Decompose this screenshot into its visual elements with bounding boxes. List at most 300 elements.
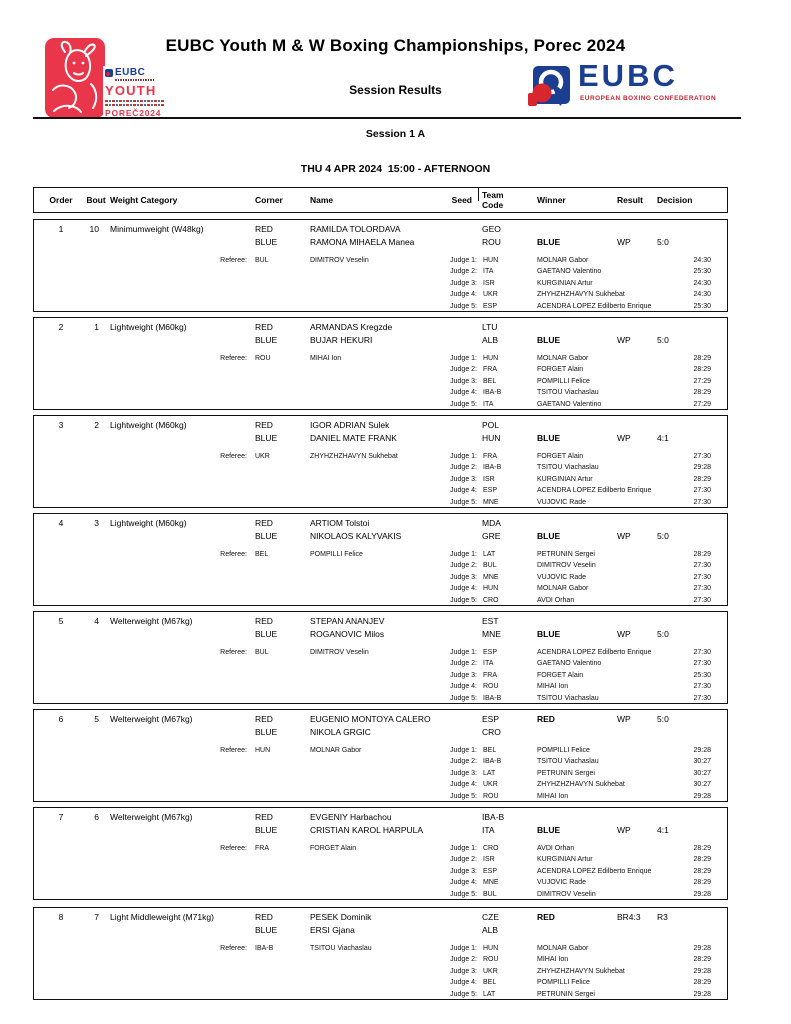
spacer bbox=[255, 791, 310, 802]
blue-decision-cell: 5:0 bbox=[657, 237, 669, 247]
referee-team-code: IBA-B bbox=[255, 945, 274, 952]
judge-score: 25:30 bbox=[693, 671, 711, 679]
red-corner-row bbox=[36, 419, 727, 432]
red-team-code: GEO bbox=[482, 224, 501, 234]
youth-logo-microtext-bar bbox=[115, 79, 155, 81]
judge-score: 28:29 bbox=[693, 475, 711, 483]
judge-label: Judge 1: bbox=[450, 453, 477, 460]
judge-name: MOLNAR Gabor bbox=[537, 257, 589, 264]
judge-score: 27:30 bbox=[693, 562, 711, 570]
judge-name: DIMITROV Veselin bbox=[537, 562, 596, 570]
judge-team-code: ISR bbox=[483, 279, 495, 287]
judge-score: 27:30 bbox=[693, 596, 711, 604]
spacer bbox=[255, 866, 310, 877]
judge-label: Judge 4: bbox=[450, 781, 477, 789]
blue-decision-cell: 4:1 bbox=[657, 825, 669, 835]
judge-name: ACENDRA LOPEZ Edilberto Enrique bbox=[537, 867, 652, 875]
judge-name: AVDI Orhan bbox=[537, 845, 575, 852]
officials-block bbox=[36, 843, 727, 900]
judge-name: POMPILLI Felice bbox=[537, 377, 590, 385]
judge-label: Judge 4: bbox=[450, 979, 477, 987]
spacer bbox=[36, 779, 247, 790]
referee-name: DIMITROV Veselin bbox=[310, 257, 369, 264]
judge-score: 27:29 bbox=[693, 377, 711, 385]
weight-category-cell: Welterweight (M67kg) bbox=[110, 714, 193, 724]
officials-row bbox=[36, 387, 727, 398]
spacer bbox=[110, 924, 255, 937]
spacer bbox=[255, 376, 310, 387]
blue-corner-label: BLUE bbox=[255, 629, 278, 639]
red-decision-cell bbox=[657, 517, 707, 530]
judge-score: 29:28 bbox=[693, 464, 711, 472]
judge-label: Judge 3: bbox=[450, 377, 477, 385]
judge-score: 28:29 bbox=[693, 979, 711, 987]
spacer bbox=[36, 768, 247, 779]
judge-score: 25:30 bbox=[693, 302, 711, 310]
blue-team-code: MNE bbox=[482, 629, 501, 639]
judge-label: Judge 3: bbox=[450, 867, 477, 875]
officials-row bbox=[36, 278, 727, 289]
red-boxer-name: RAMILDA TOLORDAVA bbox=[310, 224, 401, 234]
bout-card bbox=[33, 415, 728, 508]
col-result: Result bbox=[617, 195, 643, 205]
red-team-code: IBA-B bbox=[482, 812, 505, 822]
blue-boxer-name: BUJAR HEKURI bbox=[310, 335, 373, 345]
spacer bbox=[36, 989, 247, 1000]
judge-name: MIHAI Ion bbox=[537, 792, 569, 800]
spacer bbox=[36, 289, 247, 300]
referee-team-code: BEL bbox=[255, 551, 269, 558]
officials-row bbox=[36, 301, 727, 312]
judge-name: POMPILLI Felice bbox=[537, 979, 590, 987]
judge-label: Judge 1: bbox=[450, 355, 477, 362]
spacer bbox=[36, 658, 247, 669]
judge-name: VUJOVIC Rade bbox=[537, 498, 587, 506]
officials-row bbox=[36, 954, 727, 965]
officials-row bbox=[36, 889, 727, 900]
officials-row bbox=[36, 658, 727, 669]
judge-score: 28:29 bbox=[693, 355, 711, 362]
judge-name: KURGINIAN Artur bbox=[537, 279, 593, 287]
blue-team-code: ALB bbox=[482, 925, 499, 935]
judge-label: Judge 2: bbox=[450, 562, 477, 570]
spacer bbox=[110, 334, 255, 347]
spacer bbox=[36, 866, 247, 877]
red-corner-label: RED bbox=[255, 812, 273, 822]
judge-label: Judge 4: bbox=[450, 291, 477, 299]
officials-row bbox=[36, 266, 727, 277]
judge-team-code: CRO bbox=[483, 845, 499, 852]
judge-team-code: HUN bbox=[483, 257, 499, 264]
judge-name: PETRUNIN Sergei bbox=[537, 990, 595, 998]
weight-category-cell: Welterweight (M67kg) bbox=[110, 812, 193, 822]
judge-team-code: LAT bbox=[483, 990, 496, 998]
officials-block bbox=[36, 353, 727, 410]
judge-team-code: BUL bbox=[483, 890, 497, 898]
order-cell: 2 bbox=[58, 322, 64, 332]
blue-result-cell: WP bbox=[617, 237, 631, 247]
bout-card bbox=[33, 219, 728, 312]
bout-card bbox=[33, 513, 728, 606]
red-corner-label: RED bbox=[255, 518, 273, 528]
judge-score: 27:29 bbox=[693, 400, 711, 408]
referee-name: FORGET Alain bbox=[310, 845, 357, 852]
judge-label: Judge 5: bbox=[450, 596, 477, 604]
red-corner-row bbox=[36, 223, 727, 236]
spacer bbox=[255, 658, 310, 669]
judge-name: GAETANO Valentino bbox=[537, 660, 602, 668]
spacer bbox=[36, 877, 247, 888]
spacer bbox=[36, 824, 86, 837]
judge-name: MOLNAR Gabor bbox=[537, 945, 589, 952]
red-result-cell bbox=[617, 517, 657, 530]
spacer bbox=[110, 530, 255, 543]
red-boxer-name: EUGENIO MONTOYA CALERO bbox=[310, 714, 431, 724]
spacer bbox=[255, 693, 310, 704]
blue-team-code: CRO bbox=[482, 727, 501, 737]
referee-team-code: FRA bbox=[255, 845, 269, 852]
blue-winner-cell bbox=[537, 924, 617, 937]
spacer bbox=[255, 474, 310, 485]
spacer bbox=[255, 595, 310, 606]
judge-team-code: ITA bbox=[483, 660, 494, 668]
referee-team-code: ROU bbox=[255, 355, 271, 362]
officials-row bbox=[36, 647, 727, 658]
col-order: Order bbox=[49, 195, 73, 205]
col-decision: Decision bbox=[657, 195, 693, 205]
judge-label: Judge 5: bbox=[450, 990, 477, 998]
officials-row bbox=[36, 843, 727, 854]
spacer bbox=[255, 670, 310, 681]
referee-name: TSITOU Viachaslau bbox=[310, 945, 372, 952]
blue-result-cell: WP bbox=[617, 825, 631, 835]
judge-name: MIHAI Ion bbox=[537, 956, 569, 964]
officials-row bbox=[36, 364, 727, 375]
order-cell: 1 bbox=[58, 224, 64, 234]
blue-corner-label: BLUE bbox=[255, 925, 278, 935]
judge-team-code: ISR bbox=[483, 856, 495, 864]
spacer bbox=[36, 889, 247, 900]
spacer bbox=[86, 334, 106, 347]
red-result-cell: BR4:3 bbox=[617, 912, 641, 922]
judge-name: FORGET Alain bbox=[537, 671, 584, 679]
col-seed: Seed bbox=[451, 195, 472, 205]
officials-row bbox=[36, 966, 727, 977]
red-corner-row bbox=[36, 811, 727, 824]
spacer bbox=[36, 681, 247, 692]
officials-row bbox=[36, 877, 727, 888]
blue-winner-cell: BLUE bbox=[537, 237, 561, 247]
spacer bbox=[310, 560, 422, 571]
bout-number-cell: 10 bbox=[89, 224, 99, 234]
officials-row bbox=[36, 866, 727, 877]
spacer bbox=[86, 924, 106, 937]
red-decision-cell bbox=[657, 223, 707, 236]
officials-row bbox=[36, 462, 727, 473]
blue-corner-row bbox=[36, 628, 727, 641]
weight-category-cell: Minimumweight (W48kg) bbox=[110, 224, 204, 234]
referee-team-code: BUL bbox=[255, 257, 269, 264]
bout-card bbox=[33, 317, 728, 410]
spacer bbox=[310, 399, 422, 410]
spacer bbox=[310, 756, 422, 767]
red-team-code: LTU bbox=[482, 322, 498, 332]
judge-team-code: HUN bbox=[483, 585, 499, 593]
spacer bbox=[255, 681, 310, 692]
weight-category-cell: Welterweight (M67kg) bbox=[110, 616, 193, 626]
red-winner-cell bbox=[537, 811, 617, 824]
judge-score: 28:29 bbox=[693, 845, 711, 852]
blue-decision-cell bbox=[657, 924, 707, 937]
judge-team-code: ISR bbox=[483, 475, 495, 483]
youth-logo-microtext-line bbox=[105, 100, 165, 103]
judge-team-code: FRA bbox=[483, 366, 497, 374]
officials-row bbox=[36, 768, 727, 779]
spacer bbox=[310, 497, 422, 508]
red-result-cell bbox=[617, 223, 657, 236]
blue-decision-cell bbox=[657, 726, 707, 739]
col-name: Name bbox=[310, 195, 334, 205]
eubc-mini-glove-icon bbox=[105, 69, 113, 77]
order-cell: 4 bbox=[58, 518, 64, 528]
spacer bbox=[255, 954, 310, 965]
judge-score: 28:29 bbox=[693, 551, 711, 558]
spacer bbox=[36, 583, 247, 594]
judge-team-code: BUL bbox=[483, 562, 497, 570]
bout-card bbox=[33, 907, 728, 1000]
judge-team-code: ESP bbox=[483, 487, 498, 495]
blue-result-cell bbox=[617, 726, 657, 739]
judge-team-code: FRA bbox=[483, 453, 497, 460]
officials-row bbox=[36, 560, 727, 571]
red-boxer-name: ARTIOM Tolstoi bbox=[310, 518, 370, 528]
officials-row bbox=[36, 376, 727, 387]
referee-team-code: BUL bbox=[255, 649, 269, 656]
officials-row bbox=[36, 255, 727, 266]
officials-row bbox=[36, 289, 727, 300]
red-result-cell bbox=[617, 811, 657, 824]
col-bout: Bout bbox=[86, 195, 106, 205]
judge-score: 24:30 bbox=[693, 257, 711, 264]
spacer bbox=[36, 756, 247, 767]
judge-label: Judge 3: bbox=[450, 279, 477, 287]
officials-block bbox=[36, 943, 727, 1000]
officials-row bbox=[36, 977, 727, 988]
judge-label: Judge 2: bbox=[450, 464, 477, 472]
youth-logo-youth-text: YOUTH bbox=[105, 83, 157, 98]
judge-score: 29:28 bbox=[693, 990, 711, 998]
judge-label: Judge 1: bbox=[450, 845, 477, 852]
judge-team-code: CRO bbox=[483, 596, 499, 604]
red-corner-label: RED bbox=[255, 420, 273, 430]
bout-number-cell: 5 bbox=[94, 714, 99, 724]
blue-winner-cell: BLUE bbox=[537, 335, 561, 345]
eubc-logo-name: EUBC bbox=[578, 58, 678, 93]
seed-teamcode-divider bbox=[478, 188, 479, 201]
blue-corner-label: BLUE bbox=[255, 825, 278, 835]
judge-label: Judge 2: bbox=[450, 956, 477, 964]
blue-corner-row bbox=[36, 530, 727, 543]
order-cell: 6 bbox=[58, 714, 64, 724]
blue-team-code: HUN bbox=[482, 433, 501, 443]
judge-score: 27:30 bbox=[693, 694, 711, 702]
judge-name: ACENDRA LOPEZ Edilberto Enrique bbox=[537, 487, 652, 495]
spacer bbox=[310, 954, 422, 965]
red-corner-row bbox=[36, 713, 727, 726]
spacer bbox=[36, 595, 247, 606]
judge-name: VUJOVIC Rade bbox=[537, 573, 587, 581]
red-winner-cell bbox=[537, 419, 617, 432]
officials-row bbox=[36, 745, 727, 756]
referee-label: Referee: bbox=[220, 551, 247, 558]
judge-name: KURGINIAN Artur bbox=[537, 475, 593, 483]
red-winner-cell: RED bbox=[537, 714, 555, 724]
officials-row bbox=[36, 779, 727, 790]
referee-name: POMPILLI Felice bbox=[310, 551, 363, 558]
eubc-logo-subtitle: EUROPEAN BOXING CONFEDERATION bbox=[580, 95, 717, 102]
judge-score: 27:30 bbox=[693, 585, 711, 593]
officials-row bbox=[36, 854, 727, 865]
bout-card bbox=[33, 807, 728, 900]
judge-score: 30:27 bbox=[693, 781, 711, 789]
judge-team-code: IBA-B bbox=[483, 758, 502, 766]
judge-label: Judge 4: bbox=[450, 585, 477, 593]
spacer bbox=[310, 364, 422, 375]
judge-label: Judge 5: bbox=[450, 792, 477, 800]
officials-row bbox=[36, 485, 727, 496]
spacer bbox=[255, 462, 310, 473]
spacer bbox=[310, 301, 422, 312]
spacer bbox=[310, 877, 422, 888]
judge-team-code: ITA bbox=[483, 268, 494, 276]
order-cell: 3 bbox=[58, 420, 64, 430]
spacer bbox=[255, 572, 310, 583]
judge-name: TSITOU Viachaslau bbox=[537, 758, 599, 766]
spacer bbox=[36, 462, 247, 473]
spacer bbox=[36, 497, 247, 508]
referee-team-code: HUN bbox=[255, 747, 271, 754]
judge-team-code: ROU bbox=[483, 792, 499, 800]
judge-score: 25:30 bbox=[693, 268, 711, 276]
red-corner-row bbox=[36, 911, 727, 924]
spacer bbox=[310, 768, 422, 779]
judge-label: Judge 5: bbox=[450, 890, 477, 898]
judge-team-code: MNE bbox=[483, 879, 499, 887]
bout-number-cell: 6 bbox=[94, 812, 99, 822]
judge-score: 28:29 bbox=[693, 867, 711, 875]
red-decision-cell bbox=[657, 615, 707, 628]
spacer bbox=[36, 432, 86, 445]
spacer bbox=[36, 387, 247, 398]
spacer bbox=[255, 485, 310, 496]
red-team-code: CZE bbox=[482, 912, 499, 922]
blue-boxer-name: NIKOLAOS KALYVAKIS bbox=[310, 531, 402, 541]
judge-label: Judge 2: bbox=[450, 660, 477, 668]
judge-label: Judge 3: bbox=[450, 475, 477, 483]
red-corner-row bbox=[36, 321, 727, 334]
judge-label: Judge 2: bbox=[450, 366, 477, 374]
judge-team-code: ROU bbox=[483, 683, 499, 691]
red-team-code: ESP bbox=[482, 714, 500, 724]
officials-row bbox=[36, 670, 727, 681]
judge-team-code: IBA-B bbox=[483, 464, 502, 472]
spacer bbox=[310, 966, 422, 977]
judge-name: KURGINIAN Artur bbox=[537, 856, 593, 864]
spacer bbox=[110, 726, 255, 739]
judge-label: Judge 2: bbox=[450, 268, 477, 276]
spacer bbox=[255, 768, 310, 779]
red-corner-row bbox=[36, 615, 727, 628]
blue-corner-label: BLUE bbox=[255, 433, 278, 443]
spacer bbox=[36, 236, 86, 249]
blue-boxer-name: DANIEL MATE FRANK bbox=[310, 433, 397, 443]
youth-logo-porec-text: POREČ2024 bbox=[105, 107, 162, 118]
judge-score: 29:28 bbox=[693, 945, 711, 952]
judge-label: Judge 5: bbox=[450, 302, 477, 310]
order-cell: 7 bbox=[58, 812, 64, 822]
judge-label: Judge 2: bbox=[450, 758, 477, 766]
spacer bbox=[310, 779, 422, 790]
judge-team-code: ESP bbox=[483, 649, 498, 656]
spacer bbox=[36, 278, 247, 289]
red-decision-cell bbox=[657, 321, 707, 334]
blue-corner-row bbox=[36, 334, 727, 347]
blue-corner-label: BLUE bbox=[255, 531, 278, 541]
judge-team-code: IBA-B bbox=[483, 389, 502, 397]
judge-team-code: HUN bbox=[483, 355, 499, 362]
red-corner-label: RED bbox=[255, 224, 273, 234]
spacer bbox=[86, 628, 106, 641]
bout-number-cell: 1 bbox=[94, 322, 99, 332]
spacer bbox=[36, 693, 247, 704]
spacer bbox=[36, 977, 247, 988]
spacer bbox=[36, 334, 86, 347]
judge-name: MOLNAR Gabor bbox=[537, 355, 589, 362]
blue-boxer-name: ROGANOVIC Milos bbox=[310, 629, 385, 639]
red-team-code: MDA bbox=[482, 518, 501, 528]
officials-row bbox=[36, 989, 727, 1000]
spacer bbox=[36, 791, 247, 802]
spacer bbox=[255, 560, 310, 571]
judge-score: 28:29 bbox=[693, 879, 711, 887]
spacer bbox=[310, 658, 422, 669]
spacer bbox=[36, 266, 247, 277]
blue-team-code: ROU bbox=[482, 237, 501, 247]
red-boxer-name: ARMANDAS Kregzde bbox=[310, 322, 393, 332]
spacer bbox=[255, 854, 310, 865]
youth-logo-eubc-text: EUBC bbox=[115, 67, 146, 78]
officials-block bbox=[36, 451, 727, 508]
spacer bbox=[36, 301, 247, 312]
officials-block bbox=[36, 647, 727, 704]
judge-name: PETRUNIN Sergei bbox=[537, 551, 595, 558]
spacer bbox=[310, 889, 422, 900]
judge-team-code: UKR bbox=[483, 967, 498, 975]
judge-name: MIHAI Ion bbox=[537, 683, 569, 691]
judge-score: 29:28 bbox=[693, 890, 711, 898]
spacer bbox=[36, 854, 247, 865]
spacer bbox=[36, 530, 86, 543]
officials-row bbox=[36, 791, 727, 802]
spacer bbox=[310, 387, 422, 398]
red-decision-cell: 5:0 bbox=[657, 714, 669, 724]
session-title: Session 1 A bbox=[365, 128, 426, 140]
red-team-code: POL bbox=[482, 420, 500, 430]
judge-team-code: UKR bbox=[483, 781, 498, 789]
judge-team-code: ESP bbox=[483, 302, 498, 310]
judge-label: Judge 4: bbox=[450, 683, 477, 691]
judge-score: 30:27 bbox=[693, 758, 711, 766]
